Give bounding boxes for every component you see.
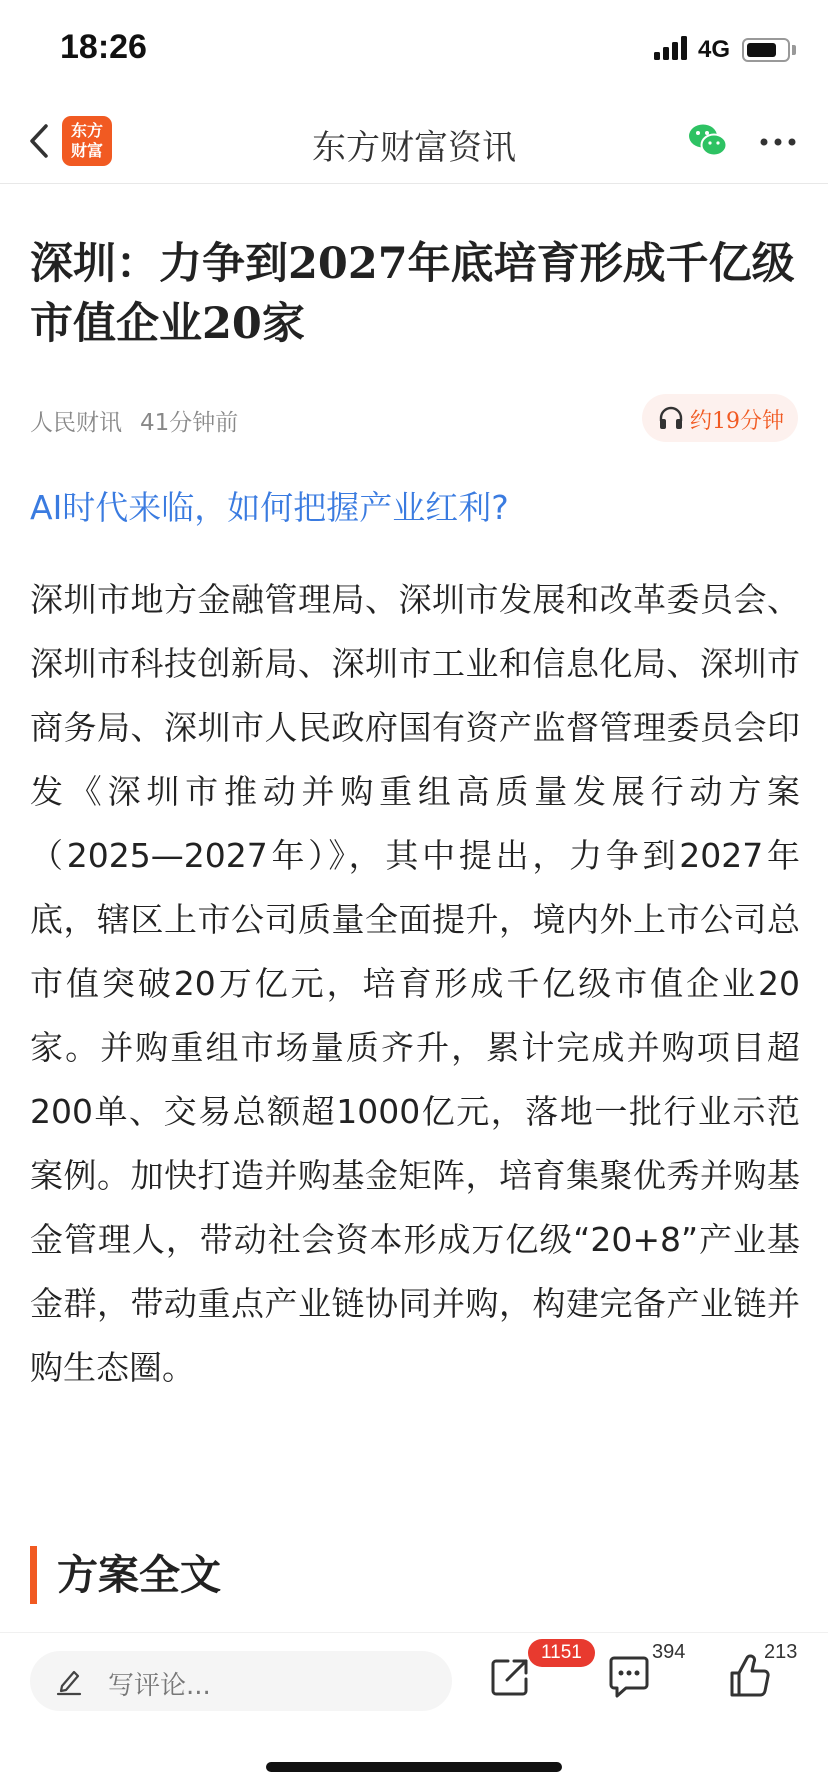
article-meta xyxy=(30,404,238,437)
listen-button[interactable] xyxy=(642,394,798,442)
home-indicator[interactable] xyxy=(266,1762,562,1772)
section-heading: 方案全文 xyxy=(30,1546,221,1604)
comment-icon[interactable] xyxy=(606,1655,652,1699)
article-source[interactable]: 人民财讯 xyxy=(30,410,122,436)
battery-icon xyxy=(742,38,790,62)
article-body: 深圳市地方金融管理局、深圳市发展和改革委员会、深圳市科技创新局、深圳市工业和信息化局、深圳市商务局、深圳市人民政府国有资产监督管理委员会印发《深圳市推动并购重组高质量发展行动方案（2025—2027年）》，其中提出，力争到2027年底，辖区上市公司质量全面提升，境内外上市公司总市值突破20万亿元，培育形成千亿级市值企业20家。并购重组市场量质齐升，累计完成并购项目超200单、交易总额超1000亿元，落地一批行业示范案例。加快打造并购基金矩阵，培育集聚优秀并购基金管理人，带动社会资本形成万亿级“20+8”产业基金群，带动重点产业链协同并购，构建完备产业链并购生态圈。 xyxy=(30,580,800,1387)
comment-input[interactable] xyxy=(30,1651,452,1711)
network-type: 4G xyxy=(698,36,731,63)
share-count-badge: 1151 xyxy=(528,1639,595,1667)
article-time: 41分钟前 xyxy=(140,410,239,436)
promo-link[interactable]: AI时代来临，如何把握产业红利? xyxy=(30,488,509,527)
pen-icon xyxy=(54,1666,84,1696)
comment-count: 394 xyxy=(652,1641,686,1663)
article-headline: 深圳：力争到2027年底培育形成千亿级市值企业20家 xyxy=(30,239,795,349)
logo-line-2: 财富 xyxy=(70,141,103,160)
nav-title: 东方财富资讯 xyxy=(312,128,516,168)
status-bar xyxy=(0,0,828,100)
logo-line-1: 东方 xyxy=(70,121,103,140)
headphones-icon xyxy=(658,405,684,431)
bottom-action-bar xyxy=(0,1632,828,1752)
nav-bar xyxy=(0,100,828,184)
like-count: 213 xyxy=(764,1641,798,1663)
more-icon[interactable] xyxy=(756,124,800,160)
battery-cap xyxy=(792,45,796,55)
status-time: 18:26 xyxy=(60,28,147,66)
share-icon[interactable] xyxy=(488,1655,532,1699)
comment-placeholder: 写评论... xyxy=(108,1671,211,1701)
battery-level xyxy=(747,43,776,57)
wechat-icon[interactable] xyxy=(688,122,728,160)
listen-duration: 约19分钟 xyxy=(690,409,784,434)
signal-icon xyxy=(654,36,688,60)
